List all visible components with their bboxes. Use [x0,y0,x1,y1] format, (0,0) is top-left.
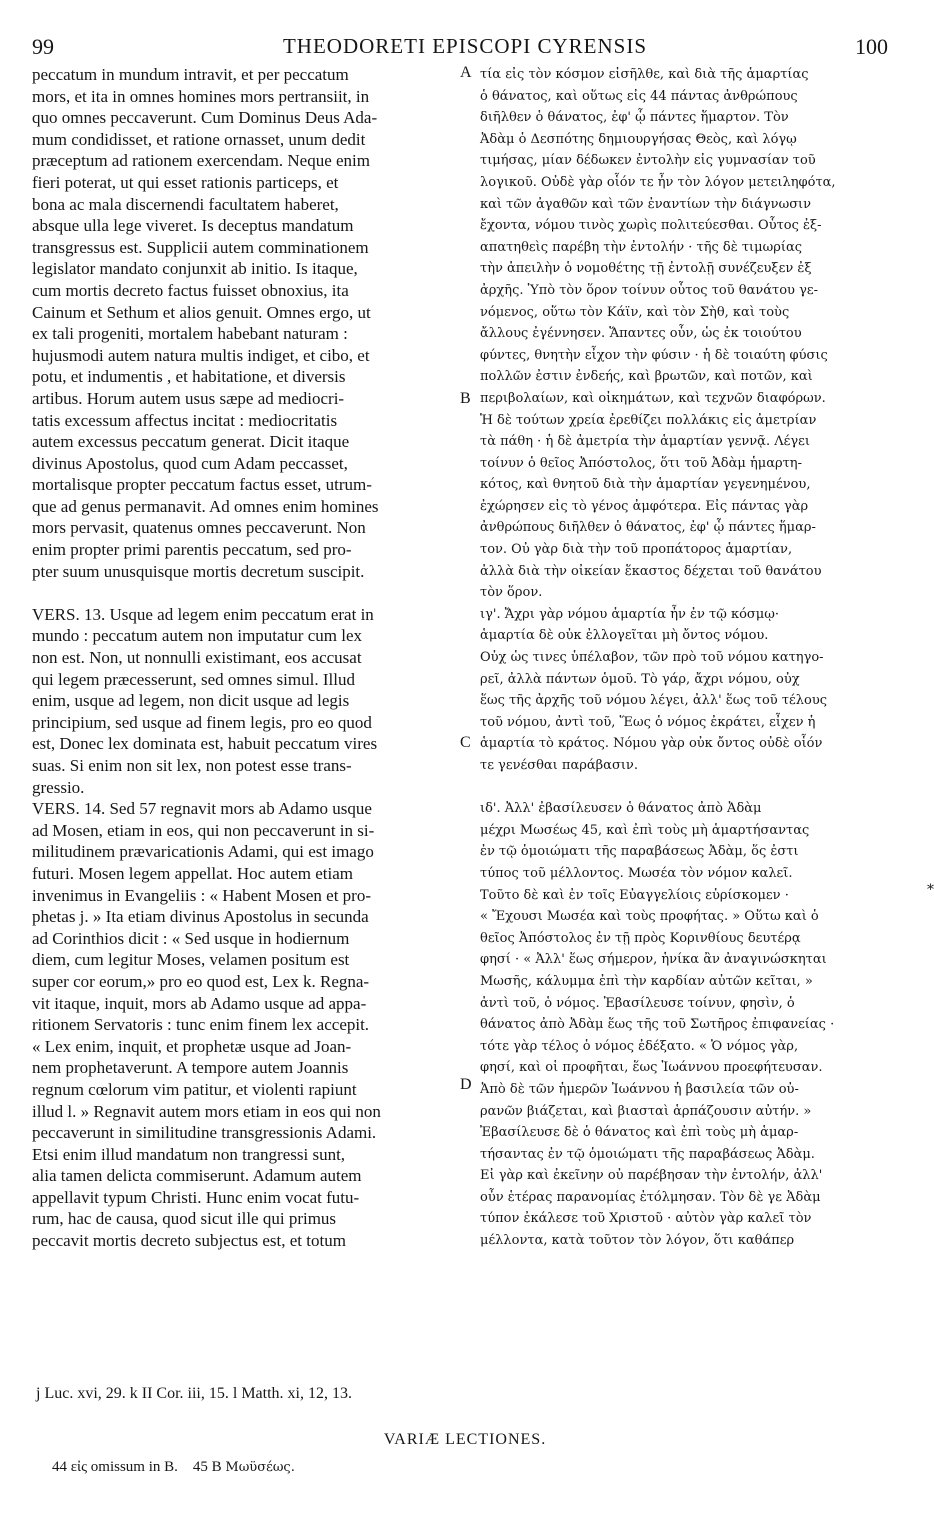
greek-text-line: ἐχώρησεν εἰς τὸ γένος ἀμφότερα. Εἰς πάντας γὰρ [480,498,809,514]
latin-text-line: regnum cœlorum vim patitur, et violenti rapiunt [32,1079,357,1099]
greek-text-line: ἀλλὰ διὰ τὴν οἰκείαν ἕκαστος δέχεται τοῦ θανάτου [480,563,822,579]
latin-text-line: legislator mandato conjunxit ab initio. Is itaque, [32,259,358,279]
greek-text-line: ἀρχῆς. Ὑπὸ τὸν ὅρον τοίνυν οὗτος τοῦ θανάτου γε- [480,282,818,298]
greek-text-line: « Ἔχουσι Μωσέα καὶ τοὺς προφήτας. » Οὕτω καὶ ὁ [480,909,819,925]
latin-text-line: mors pervasit, quatenus omnes peccaverunt. Non [32,518,366,538]
greek-text-line: μέλλοντα, κατὰ τοῦτον τὸν λόγον, ὅτι καθάπερ [480,1233,795,1249]
latin-text-line: invenimus in Evangeliis : « Habent Mosen et pro- [32,885,371,905]
greek-text-line: οὖν ἑτέρας παρανομίας ἐτόλμησαν. Τὸν δὲ γε Ἀδὰμ [480,1189,821,1205]
latin-column [32,64,454,1252]
greek-text-line: μέχρι Μωσέως 45, καὶ ἐπὶ τοὺς μὴ ἁμαρτήσαντας [480,822,810,838]
latin-text-line: enim propter primi parentis peccatum, sed pro- [32,540,352,560]
latin-text-line: peccaverunt in similitudine transgressionis Adami. [32,1123,377,1143]
greek-text-line: ἁμαρτία τὸ κράτος. Νόμου γὰρ οὐκ ὄντος οὐδὲ οἷόν [480,736,823,752]
latin-text-line: hujusmodi autem natura multis indiget, et cibo, et [32,345,370,365]
margin-letter-b: B [460,390,471,407]
page-notes [32,1385,898,1476]
greek-text-line: τιμήσας, μίαν δέδωκεν ἐντολὴν εἰς γυμνασίαν τοῦ [480,153,816,169]
latin-text-line: VERS. 13. Usque ad legem enim peccatum erat in [32,604,374,624]
latin-text-line: præceptum ad rationem exercendam. Neque enim [32,151,370,171]
greek-text-line: ρεῖ, ἀλλὰ πάντων ὁμοῦ. Τὸ γάρ, ἄχρι νόμου, οὐχ [480,671,800,687]
greek-text-line: ὁ θάνατος, καὶ οὕτως εἰς 44 πάντας ἀνθρώπους [480,88,798,104]
greek-text-line: Οὐχ ὡς τινες ὑπέλαβον, τῶν πρὸ τοῦ νόμου κατηγο- [480,650,824,666]
greek-text-line: φησί, καὶ οἱ προφῆται, ἕως Ἰωάννου προεφήτευσαν. [480,1060,823,1076]
greek-text-line: ρανῶν βιάζεται, καὶ βιασταὶ ἁρπάζουσιν αὐτήν. » [480,1103,812,1119]
latin-text-line: absque ulla lege viveret. Is deceptus mandatum [32,216,354,236]
greek-text-line: νόμενος, οὕτω τὸν Κάϊν, καὶ τὸν Σὴθ, καὶ τοὺς [480,304,790,320]
latin-text-line: rum, hac de causa, quod sicut ille qui primus [32,1209,337,1229]
latin-text-line: quo omnes peccaverunt. Cum Dominus Deus Ada- [32,108,378,128]
greek-text-line: τύπος τοῦ μέλλοντος. Μωσέα τὸν νόμον καλεῖ. [480,865,793,881]
latin-text-line: artibus. Horum autem usus sæpe ad mediocri- [32,388,345,408]
latin-text-line: phetas j. » Ita etiam divinus Apostolus in secunda [32,907,369,927]
greek-text-line: ιδ'. Ἀλλ' ἐβασίλευσεν ὁ θάνατος ἀπὸ Ἀδὰμ [480,801,762,817]
greek-text-line: Ἀδὰμ ὁ Δεσπότης δημιουργήσας Θεὸς, καὶ λόγῳ [480,131,797,147]
greek-text-line: Εἰ γὰρ καὶ ἐκεῖνην οὐ παρέβησαν τὴν ἐντολήν, ἀλλ' [480,1168,823,1184]
latin-text-line: autem excessus peccatum generat. Dicit itaque [32,432,350,452]
greek-text-line: Ἡ δὲ τούτων χρεία ἐρεθίζει πολλάκις εἰς ἀμετρίαν [480,412,817,428]
latin-text-line: tatis excessum affectus incitat : mediocritatis [32,410,338,430]
greek-text-line: ιγ'. Ἄχρι γὰρ νόμου ἁμαρτία ἦν ἐν τῷ κόσμῳ· [480,606,779,622]
greek-text-line: τὰ πάθη · ἡ δὲ ἀμετρία τὴν ἁμαρτίαν γεννᾷ. Λέγει [480,434,810,450]
greek-text-line: ἕως τῆς ἀρχῆς τοῦ νόμου λέγει, ἀλλ' ἕως τοῦ τέλους [480,693,828,709]
greek-text-line: ἀνθρώπους διῆλθεν ὁ θάνατος, ἐφ' ᾧ πάντες ἥμαρ- [480,520,816,536]
greek-text-line: ἔχοντα, νόμου τινὸς χωρὶς πολιτεύεσθαι. Οὗτος ἐξ- [480,218,822,234]
greek-text-line: τοίνυν ὁ θεῖος Ἀπόστολος, ὅτι τοῦ Ἀδὰμ ἡμαρτη- [480,455,802,471]
page-header [32,34,898,64]
latin-text-line: pter suum unusquisque mortis decretum suscipit. [32,561,365,581]
variant-44: 44 εἰς omissum in B. [52,1459,178,1475]
greek-column [480,64,934,1252]
latin-text-line: est, Donec lex dominata est, habuit peccatum vires [32,734,378,754]
margin-letter-c: C [460,734,471,751]
greek-text-line: Μωσῆς, κάλυμμα ἐπὶ τὴν καρδίαν αὐτῶν κεῖται, » [480,973,813,989]
latin-text-line: mundo : peccatum autem non imputatur cum lex [32,626,362,646]
greek-text-line: διῆλθεν ὁ θάνατος, ἐφ' ᾧ πάντες ἥμαρτον. Τὸν [480,110,789,126]
greek-text-line: περιβολαίων, καὶ οἰκημάτων, καὶ τεχνῶν διαφόρων. [480,390,826,406]
latin-text-line: alia tamen delicta commiserunt. Adamum autem [32,1166,362,1186]
latin-text-line: ritionem Servatoris : tunc enim finem lex accepit. [32,1015,370,1035]
latin-text-line: qui legem præcesserunt, sed omnes simul. Illud [32,669,355,689]
greek-text-line: ἁμαρτία δὲ οὐκ ἐλλογεῖται μὴ ὄντος νόμου. [480,628,769,644]
latin-text-line: mors, et ita in omnes homines mors pertransiit, in [32,86,370,106]
variant-45-greek: Μωϋσέως. [225,1460,295,1475]
greek-text-line: φησί · « Ἀλλ' ἕως σήμερον, ἡνίκα ἂν ἀναγινώσκηται [480,952,827,968]
greek-text-line: λογικοῦ. Οὐδὲ γὰρ οἷόν τε ἦν τὸν λόγον μετειληφότα, [480,174,836,190]
page-number-left: 99 [32,34,54,59]
variae-lectiones-heading: VARIÆ LECTIONES. [383,1431,547,1448]
greek-text-line: Τοῦτο δὲ καὶ ἐν τοῖς Εὐαγγελίοις εὑρίσκομεν · [480,887,789,903]
variae-lectiones [32,1459,898,1476]
latin-text-line: peccatum in mundum intravit, et per peccatum [32,65,349,84]
latin-text-line: fieri poterat, ut qui esset rationis particeps, et [32,172,339,192]
margin-letter-d: D [460,1076,472,1093]
greek-text-line: απατηθεὶς παρέβη τὴν ἐντολήν · τῆς δὲ τιμωρίας [480,239,802,255]
variant-45: 45 B [192,1459,222,1475]
latin-text-line: « Lex enim, inquit, et prophetæ usque ad Joan- [32,1036,352,1056]
greek-text-line: τὴν ἀπειλὴν ὁ νομοθέτης τῇ ἐντολῇ συνέζευξεν ἐξ [480,261,812,277]
latin-text-line: peccavit mortis decreto subjectus est, et totum [32,1231,346,1251]
margin-asterisk: * [927,882,934,898]
greek-text-line: ἄλλους ἐγέννησεν. Ἅπαντες οὖν, ὡς ἐκ τοιούτου [480,326,802,342]
greek-text-line [480,777,926,799]
text-columns [32,64,934,1394]
latin-text-line: ex tali progeniti, mortalem habebant naturam : [32,324,348,344]
greek-text-line: θεῖος Ἀπόστολος ἐν τῇ πρὸς Κορινθίους δευτέρᾳ [480,930,801,946]
greek-text-line: ἐν τῷ ὁμοιώματι τῆς παραβάσεως Ἀδὰμ, ὅς ἐστι [480,844,799,860]
latin-text-line: enim, usque ad legem, non dicit usque ad legis [32,691,350,711]
latin-text-line: VERS. 14. Sed 57 regnavit mors ab Adamo usque [32,799,372,819]
greek-text-line: τήσαντας ἐν τῷ ὁμοιώματι τῆς παραβάσεως Ἀδὰμ. [480,1146,815,1162]
latin-text-line: appellavit typum Christi. Hunc enim vocat futu- [32,1187,360,1207]
latin-text-line: futuri. Mosen legem appellat. Hoc autem etiam [32,863,354,883]
latin-text-line: ad Corinthios dicit : « Sed usque in hodiernum [32,928,350,948]
greek-text-line: τότε γὰρ τέλος ὁ νόμος ἐδέξατο. « Ὁ νόμος γὰρ, [480,1038,799,1054]
greek-text-line: θάνατος ἀπὸ Ἀδὰμ ἕως τῆς τοῦ Σωτῆρος ἐπιφανείας · [480,1017,835,1033]
greek-text-line: τύπον ἐκάλεσε τοῦ Χριστοῦ · αὐτὸν γὰρ καλεῖ τὸν [480,1211,812,1227]
greek-text-line: Ἀπὸ δὲ τῶν ἡμερῶν Ἰωάννου ἡ βασιλεία τῶν οὐ- [480,1081,799,1097]
greek-text-line: Ἐβασίλευσε δὲ ὁ θάνατος καὶ ἐπὶ τοὺς μὴ ἁμαρ- [480,1125,799,1141]
latin-text-line: militudinem prævaricationis Adami, qui est imago [32,842,374,862]
latin-text-line: potu, et indumentis , et habitatione, et diversis [32,367,346,387]
latin-text-line: divinus Apostolus, quod cum Adam peccasset, [32,453,348,473]
footnotes: j Luc. xvi, 29. k II Cor. iii, 15. l Matth. xi, 12, 13. [36,1385,352,1402]
running-title: THEODORETI EPISCOPI CYRENSIS [282,34,648,58]
greek-text-line: κότος, καὶ θνητοῦ διὰ τὴν ἁμαρτίαν γεγενημένου, [480,477,811,493]
latin-text-line: suas. Si enim non sit lex, non potest esse trans- [32,756,352,775]
latin-text-line: vit itaque, inquit, mors ab Adamo usque ad appa- [32,993,367,1013]
greek-text-line: ἀντὶ τοῦ, ὁ νόμος. Ἐβασίλευσε τοίνυν, φησὶν, ὁ [480,995,795,1011]
margin-letter-a: A [460,64,472,81]
greek-text-line: καὶ τῶν ἀγαθῶν καὶ τῶν ἐναντίων τὴν διάγνωσιν [480,196,812,212]
greek-text-line: πολλῶν ἐστιν ἐνδεής, καὶ βρωτῶν, καὶ ποτῶν, καὶ [480,369,813,385]
latin-text-line: gressio. [32,777,85,797]
latin-text-line: principium, sed usque ad finem legis, pro eo quod [32,712,372,732]
latin-text-line: mum condidisset, et ratione ornasset, unum dedit [32,129,366,149]
latin-text-line: illud l. » Regnavit autem mors etiam in eos qui non [32,1101,381,1121]
latin-text-line: Cainum et Sethum et alios genuit. Omnes ergo, ut [32,302,371,322]
greek-text-line: φύντες, θνητὴν εἶχον τὴν φύσιν · ἡ δὲ τοιαύτη φύσις [480,347,828,363]
latin-text-line [32,582,454,604]
greek-text-line: τία εἰς τὸν κόσμον εἰσῆλθε, καὶ διὰ τῆς ἁμαρτίας [480,67,809,82]
latin-text-line: non est. Non, ut nonnulli existimant, eos accusat [32,648,362,668]
greek-text-line: τὸν ὅρον. [480,585,543,601]
greek-text-line: τε γενέσθαι παράβασιν. [480,758,638,773]
greek-text-line: τον. Οὐ γὰρ διὰ τὴν τοῦ προπάτορος ἁμαρτίαν, [480,542,793,558]
latin-text-line: ad Mosen, etiam in eos, qui non peccaverunt in si- [32,820,375,840]
latin-text-line: que ad genus permanavit. Ad omnes enim homines [32,496,379,516]
latin-text-line: mortalisque propter peccatum factus esset, utrum- [32,475,372,495]
latin-text-line: bona ac mala discernendi facultatem haberet, [32,194,339,214]
greek-text-line: τοῦ νόμου, ἀντὶ τοῦ, Ἕως ὁ νόμος ἐκράτει, εἶχεν ἡ [480,714,816,730]
latin-text-line: transgressus est. Supplicii autem comminationem [32,237,369,257]
latin-text-line: Etsi enim illud mandatum non trangressi sunt, [32,1144,346,1164]
page-number-right: 100 [855,34,888,59]
latin-text-line: cum mortis decreto factus fuisset obnoxius, ita [32,280,349,300]
latin-text-line: super cor eorum,» pro eo quod est, Lex k. Regna- [32,971,370,991]
latin-text-line: nem prophetaverunt. A tempore autem Joannis [32,1058,349,1078]
latin-text-line: diem, cum legitur Moses, velamen positum est [32,950,350,970]
